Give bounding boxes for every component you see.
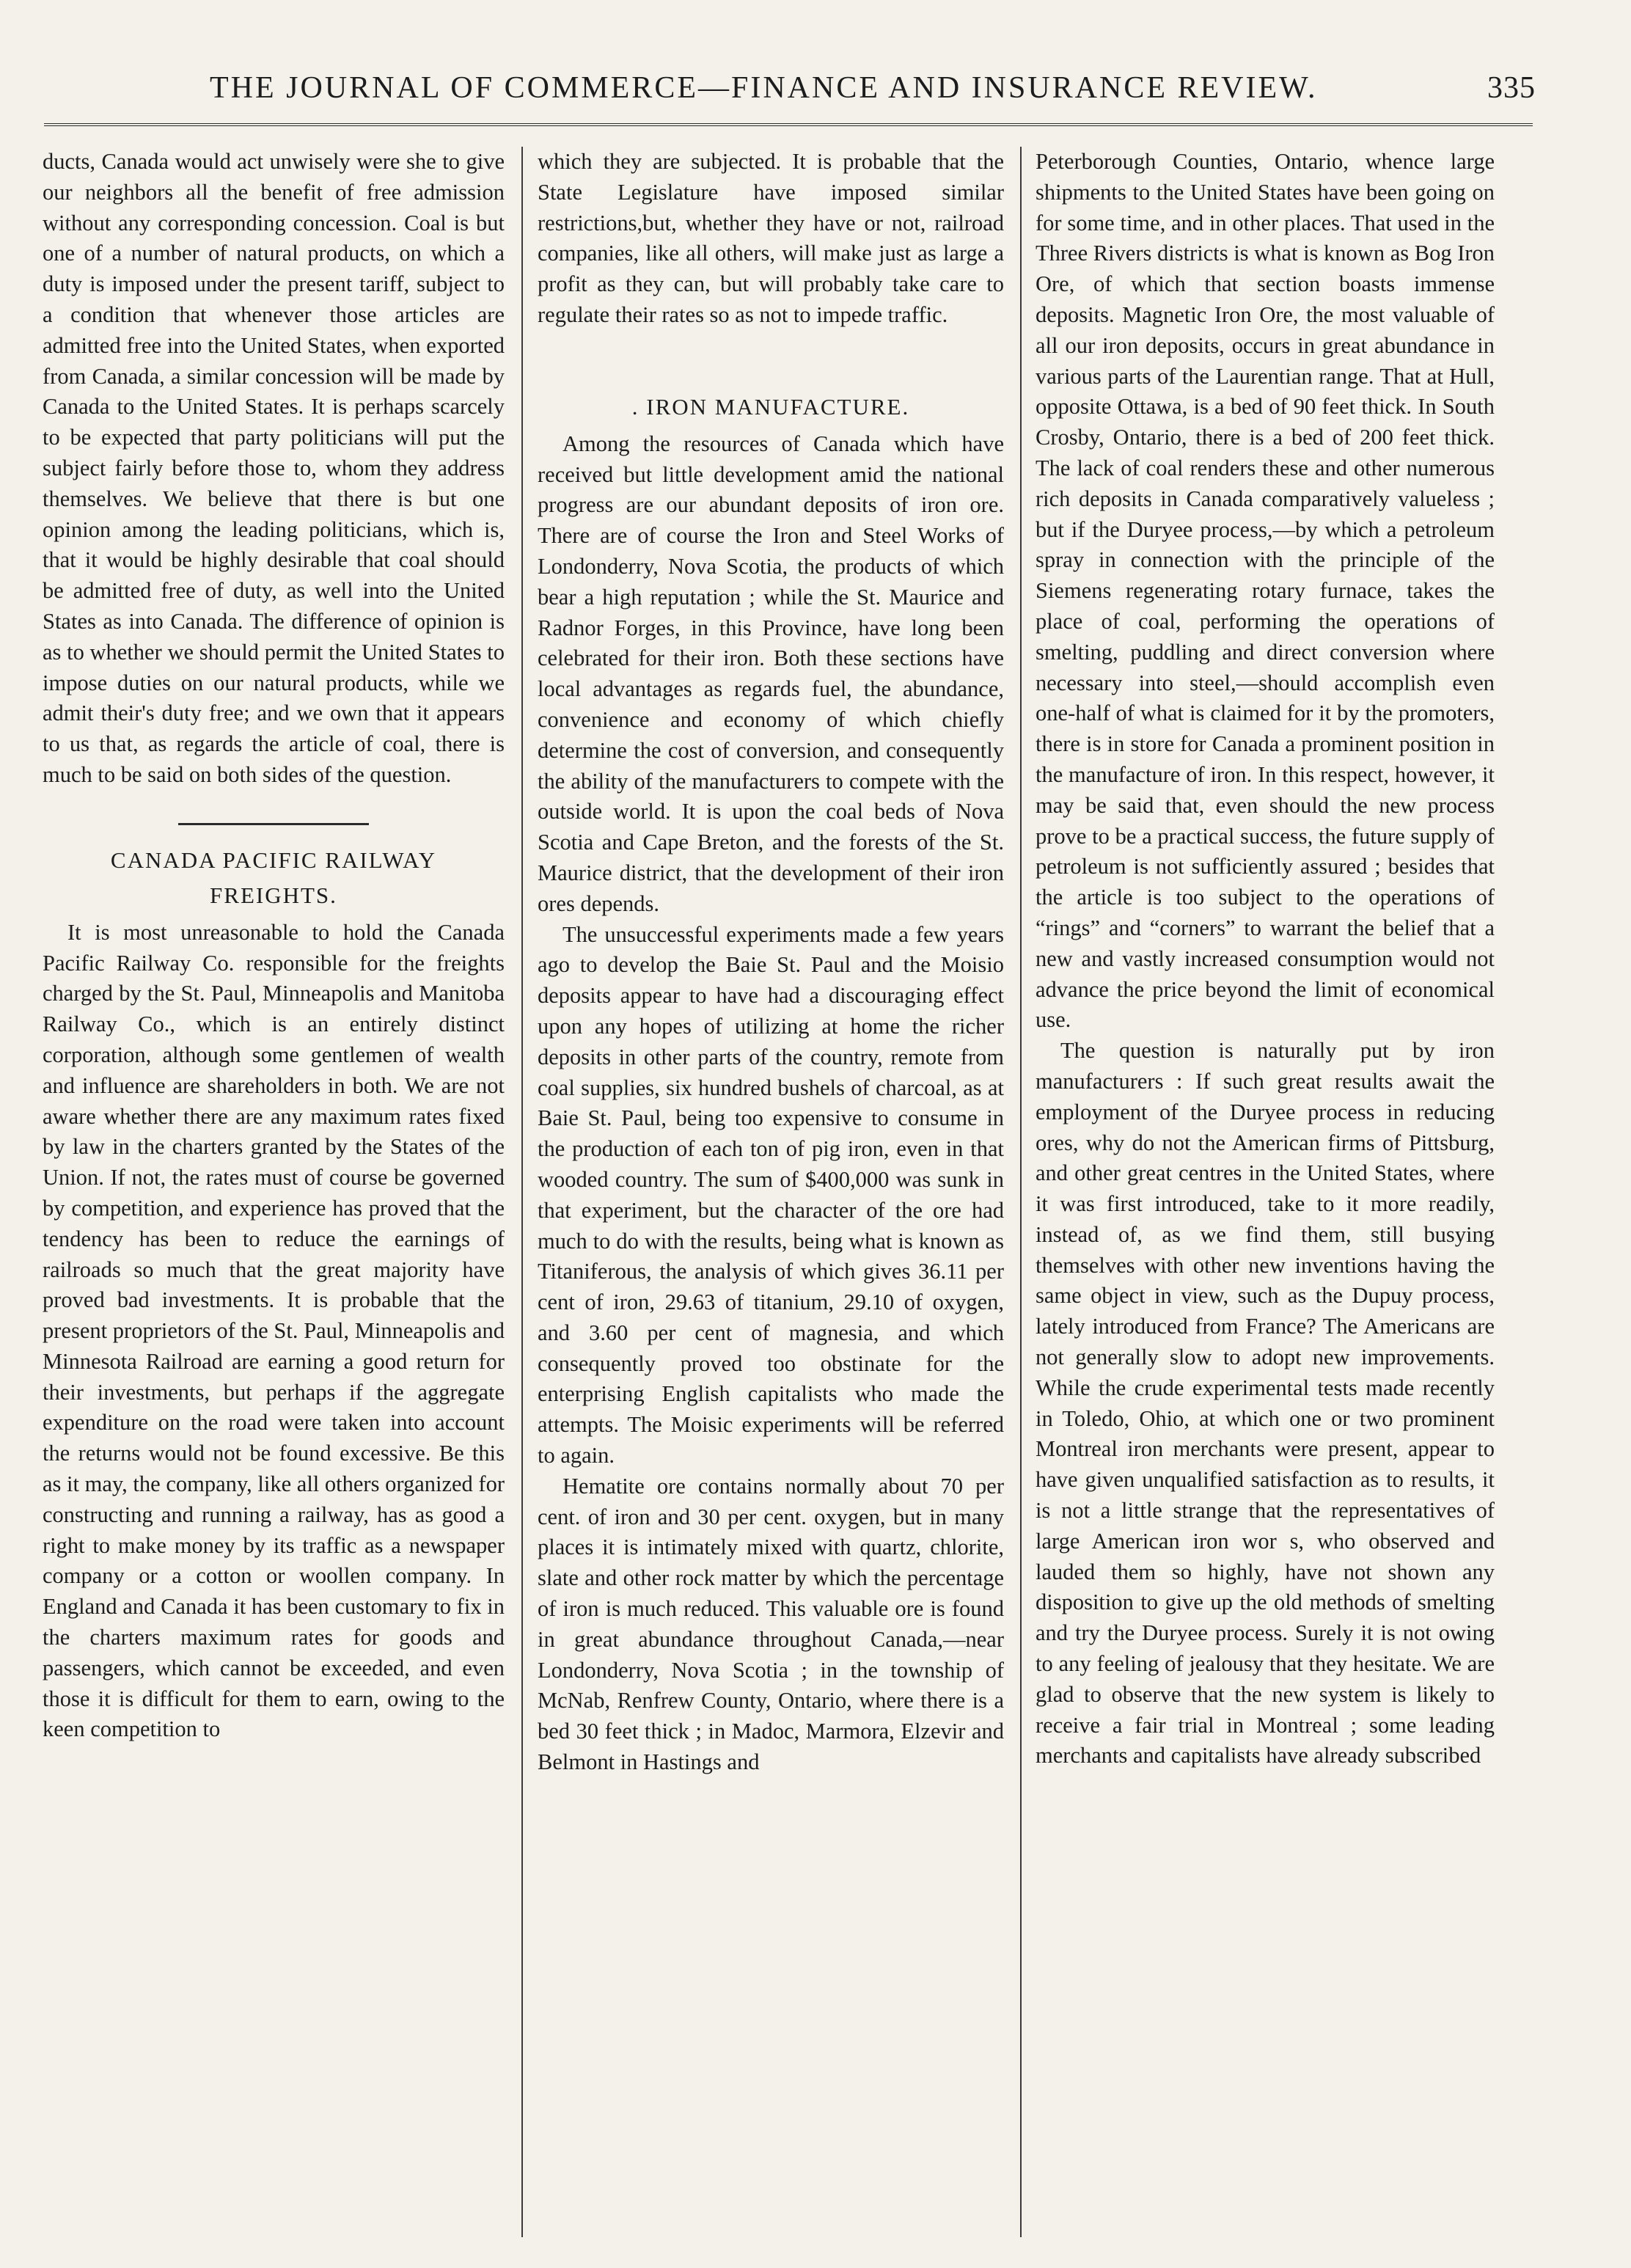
article-paragraph: ducts, Canada would act unwisely were she to give our neighbors all the benefit of free admission without any corresponding concession. Coal is but one of a number of natural products, on which a duty is imposed under the present tariff, subject to a condition that whenever those articles are admitted free into the United States, when exported from Canada, a similar concession will be made by Canada to the United States. It is perhaps scarcely to be expected that party politicians will put the subject fairly before those to, whom they address themselves. We believe that there is but one opinion among the leading politicians, which is, that it would be highly desirable that coal should be admitted free of duty, as well into the United States as into Canada. The difference of opinion is as to whether we should permit the United States to impose duties on our natural products, while we admit their's duty free; and we own that it appears to us that, as regards the article of coal, there is much to be said on both sides of the question. — [43, 149, 505, 787]
header-rule — [44, 123, 1533, 128]
article-paragraph: Hematite ore contains normally about 70 per cent. of iron and 30 per cent. oxygen, but in many places it is intimately mixed with quartz, chlorite, slate and other rock matter by which the percentage of iron is much reduced. This valuable ore is found in great abundance throughout Canada,—near Londonderry, Nova Scotia ; in the township of McNab, Renfrew County, Ontario, where there is a bed 30 feet thick ; in Madoc, Marmora, Elzevir and Belmont in Hastings and — [538, 1473, 1004, 1775]
article-headline: FREIGHTS. — [210, 882, 337, 908]
column-right — [1036, 147, 1495, 2252]
column-middle — [538, 147, 1004, 2252]
column-left — [43, 147, 505, 2252]
page-number: 335 — [1487, 71, 1536, 105]
article-headline: CANADA PACIFIC RAILWAY — [110, 846, 437, 873]
section-spacer — [538, 331, 1004, 391]
column-divider — [1020, 147, 1022, 2237]
article-paragraph: The unsuccessful experiments made a few years ago to develop the Baie St. Paul and the Moisio deposits appear to have had a discouraging effect upon any hopes of utilizing at home the richer deposits in other parts of the country, remote from coal supplies, six hundred bushels of charcoal, as at Baie St. Paul, being too expensive to consume in the production of each ton of pig iron, even in that wooded country. The sum of $400,000 was sunk in that experiment, but the character of the ore had much to do with the results, being what is known as Titaniferous, the analysis of which gives 36.11 per cent of iron, 29.63 of titanium, 29.10 of oxygen, and 3.60 per cent of magnesia, and which consequently proved too obstinate for the enterprising English capitalists who made the attempts. The Moisic experiments will be referred to again. — [538, 921, 1004, 1468]
journal-title: THE JOURNAL OF COMMERCE—FINANCE AND INSURANCE REVIEW. — [210, 71, 1318, 105]
article-paragraph: Among the resources of Canada which have received but little development amid the national progress are our abundant deposits of iron ore. There are of course the Iron and Steel Works of Londonderry, Nova Scotia, the products of which bear a high reputation ; while the St. Maurice and Radnor Forges, in this Province, have long been celebrated for their iron. Both these sections have local advantages as regards fuel, the abundance, convenience and economy of which chiefly determine the cost of conversion, and consequently the ability of the manufacturers to compete with the outside world. It is upon the coal beds of Nova Scotia and Cape Breton, and the forests of the St. Maurice district, that the development of their iron ores depends. — [538, 431, 1004, 916]
article-paragraph: which they are subjected. It is probable that the State Legislature have imposed similar restrictions,but, whether they have or not, railroad companies, like all others, will make just as large a profit as they can, but will probably take care to regulate their rates so as not to impede traffic. — [538, 149, 1004, 327]
article-paragraph: Peterborough Counties, Ontario, whence large shipments to the United States have been going on for some time, and in other places. That used in the Three Rivers districts is what is known as Bog Iron Ore, of which that section boasts immense deposits. Magnetic Iron Ore, the most valuable of all our iron deposits, occurs in great abundance in various parts of the Laurentian range. That at Hull, opposite Ottawa, is a bed of 90 feet thick. In South Crosby, Ontario, there is a bed of 200 feet thick. The lack of coal renders these and other numerous rich deposits in Canada comparatively valueless ; but if the Duryee process,—by which a petroleum spray in connection with the principle of the Siemens regenerating rotary furnace, takes the place of coal, performing the operations of smelting, puddling and direct conversion where necessary into steel,—should accomplish even one-half of what is claimed for it by the promoters, there is in store for Canada a prominent position in the manufacture of iron. In this respect, however, it may be said that, even should the new process prove to be a practical success, the future supply of petroleum is not sufficiently assured ; besides that the article is too subject to the operations of “rings” and “corners” to warrant the belief that a new and vastly increased consumption would not advance the price beyond the limit of economical use. — [1036, 149, 1495, 1033]
column-divider — [521, 147, 523, 2237]
section-separator — [178, 823, 369, 825]
page-header — [41, 70, 1537, 114]
article-paragraph: It is most unreasonable to hold the Canada Pacific Railway Co. responsible for the freights charged by the St. Paul, Minneapolis and Manitoba Railway Co., which is an entirely distinct corporation, although some gentlemen of wealth and influence are shareholders in both. We are not aware whether there are any maximum rates fixed by law in the charters granted by the States of the Union. If not, the rates must of course be governed by competition, and experience has proved that the tendency has been to reduce the earnings of railroads so much that the great majority have proved bad investments. It is probable that the present proprietors of the St. Paul, Minneapolis and Minnesota Railroad are earning a good return for their investments, but perhaps if the aggregate expenditure on the road were taken into account the returns would not be found excessive. Be this as it may, the company, like all others organized for constructing and running a railway, has as good a right to make money by its traffic as a newspaper company or a cotton or woollen company. In England and Canada it has been customary to fix in the charters maximum rates for goods and passengers, which cannot be exceeded, and even those it is difficult for them to earn, owing to the keen competition to — [43, 919, 505, 1742]
article-headline: . IRON MANUFACTURE. — [631, 393, 910, 420]
article-paragraph: The question is naturally put by iron manufacturers : If such great results await the employment of the Duryee process in reducing ores, why do not the American firms of Pittsburg, and other great centres in the United States, where it was first introduced, take to it more readily, instead of, as we find them, still busying themselves with other new inventions having the same object in view, such as the Dupuy process, lately introduced from France? The Americans are not generally slow to adopt new improvements. While the crude experimental tests made recently in Toledo, Ohio, at which one or two prominent Montreal iron merchants were present, appear to have given unqualified satisfaction as to results, it is not a little strange that the representatives of large American iron wor s, who observed and lauded them so highly, have not shown any disposition to give up the old methods of smelting and try the Duryee process. Surely it is not owing to any feeling of jealousy that they hesitate. We are glad to observe that the new system is likely to receive a fair trial in Montreal ; some leading merchants and capitalists have already subscribed — [1036, 1038, 1495, 1768]
